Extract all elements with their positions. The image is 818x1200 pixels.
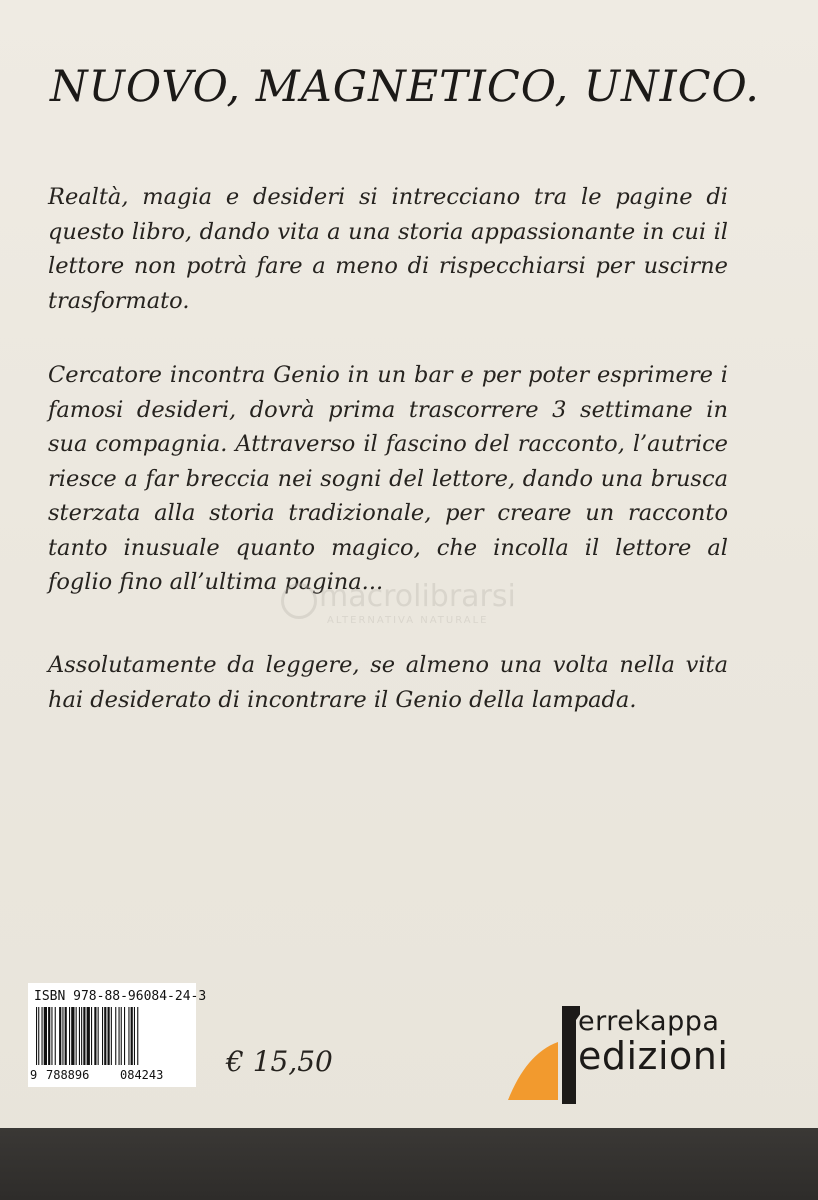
isbn-label: ISBN 978-88-96084-24-3 (34, 989, 207, 1004)
isbn-barcode (28, 983, 207, 1087)
barcode-digits-left: 788896 (46, 1068, 90, 1082)
price: € 15,50 (226, 1045, 333, 1078)
barcode-bars-icon (36, 1007, 190, 1069)
watermark (275, 575, 575, 635)
watermark-name: macrolibrarsi (319, 579, 516, 614)
publisher-name-line2: edizioni (578, 1034, 729, 1078)
bottom-band (0, 1128, 818, 1200)
publisher-mark-icon (500, 1000, 580, 1110)
blurb-paragraph-1: Realtà, magia e desideri si intrecciano tra le pagine di questo libro, dando vita a una storia appassionante in cui il lettore non potrà fare a meno di rispecchiarsi per uscirne trasformato. (48, 184, 728, 314)
headline: NUOVO, MAGNETICO, UNICO. (50, 62, 760, 112)
barcode-digits-right: 084243 (120, 1068, 164, 1082)
blurb-paragraph-2: Cercatore incontra Genio in un bar e per poter esprimere i famosi desideri, dovrà prima trascorrere 3 settimane in sua compagnia. Attraverso il fascino del racconto, l’autrice riesce a far breccia nei sogni del lettore, dando una brusca sterzata alla storia tradizionale, per creare un racconto tanto inusuale quanto magico, che incolla il lettore al foglio fino all’ultima pagina... (48, 362, 728, 595)
blurb-paragraph-3: Assolutamente da leggere, se almeno una volta nella vita hai desiderato di incontrare il Genio della lampada. (48, 652, 728, 713)
barcode-digit-first: 9 (30, 1068, 38, 1082)
publisher-name-line1: errekappa (578, 1006, 720, 1037)
publisher-logo (500, 1000, 790, 1110)
watermark-tagline: ALTERNATIVA NATURALE (327, 615, 489, 626)
watermark-logo-icon (281, 583, 317, 619)
